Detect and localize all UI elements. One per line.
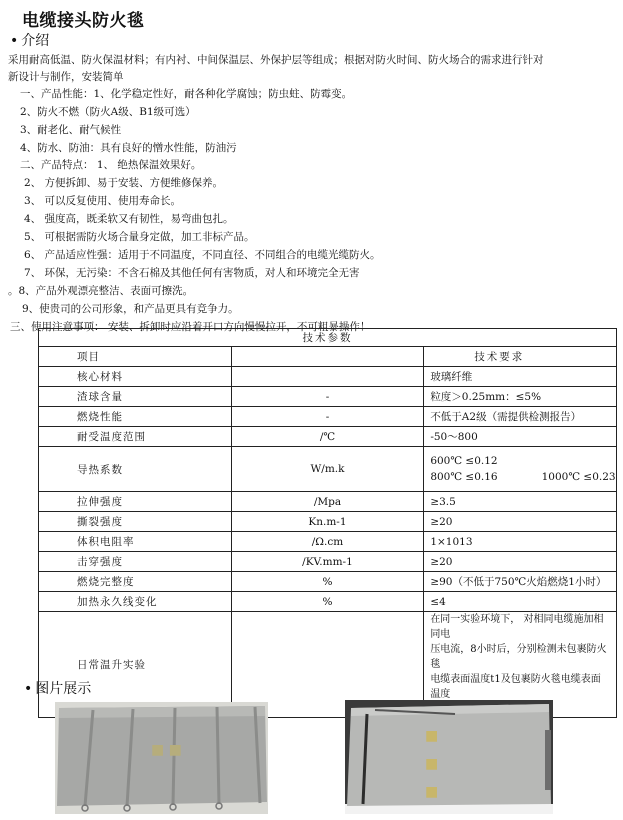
cell-item: 导热系数: [39, 447, 232, 492]
table-caption: 技术参数: [39, 329, 617, 347]
cell-requirement: ≥90（不低于750℃火焰燃烧1小时）: [424, 572, 617, 592]
cell-item: 耐受温度范围: [39, 427, 232, 447]
spec-table: [38, 328, 617, 718]
table-row: [39, 427, 617, 447]
gallery-heading-label: 图片展示: [35, 681, 92, 697]
test-line: 压电流，8小时后，分别检测未包裹防火毯: [430, 644, 607, 670]
conductivity-800: 800℃ ≤0.16: [430, 471, 498, 483]
cell-unit: /Ω.cm: [231, 532, 424, 552]
cell-item: 击穿强度: [39, 552, 232, 572]
cell-item: 日常温升实验: [39, 612, 232, 718]
intro-line: 新设计与制作，安装简单: [8, 71, 124, 83]
table-row: [39, 367, 617, 387]
conductivity-line-2: [430, 469, 616, 485]
table-row: [39, 512, 617, 532]
cell-item: 撕裂强度: [39, 512, 232, 532]
list-item: 6、 产品适应性强：适用于不同温度，不同直径、不同组合的电缆光缆防火。: [24, 249, 381, 261]
table-caption-row: [39, 329, 617, 347]
cell-item: 体积电阻率: [39, 532, 232, 552]
col-header-requirement: 技术要求: [424, 347, 617, 367]
cell-unit: /KV.mm-1: [231, 552, 424, 572]
conductivity-600: 600℃ ≤0.12: [430, 455, 498, 467]
cell-unit: -: [231, 387, 424, 407]
list-item: 一、产品性能：1、化学稳定性好，耐各种化学腐蚀；防虫蛀、防霉变。: [20, 88, 353, 100]
cell-requirement: -50～800: [424, 427, 617, 447]
bullet-icon: •: [10, 33, 19, 49]
cell-item: 燃烧性能: [39, 407, 232, 427]
cell-unit: Kn.m-1: [231, 512, 424, 532]
intro-paragraph: [8, 52, 616, 86]
list-item: 三、使用注意事项： 安装、拆卸时应沿着开口方向慢慢拉开，不可粗暴操作！: [10, 321, 371, 333]
blanket-flat-illustration: [55, 702, 268, 814]
cell-unit: /℃: [231, 427, 424, 447]
blanket-folded-illustration: [345, 700, 553, 814]
cell-requirement: 粒度＞0.25mm：≤5%: [424, 387, 617, 407]
cell-requirement: ≤4: [424, 592, 617, 612]
table-row: [39, 492, 617, 512]
list-item: 7、 环保，无污染：不含石棉及其他任何有害物质，对人和环境完全无害: [24, 267, 360, 279]
list-item: 4、 强度高，既柔软又有韧性，易弯曲包扎。: [24, 213, 234, 225]
svg-text:■: ■: [425, 728, 439, 744]
table-header-row: [39, 347, 617, 367]
col-header-unit: [231, 347, 424, 367]
table-row: [39, 447, 617, 492]
cell-unit: W/m.k: [231, 447, 424, 492]
intro-heading: [10, 30, 49, 50]
test-line: 在同一实验环境下， 对相同电缆施加相同电: [430, 614, 604, 640]
cell-unit: /Mpa: [231, 492, 424, 512]
cell-item: 加热永久线变化: [39, 592, 232, 612]
cell-requirement: ≥3.5: [424, 492, 617, 512]
cell-unit: -: [231, 407, 424, 427]
list-item: 2、防火不燃（防火A级、B1级可选）: [20, 106, 196, 118]
list-item: 二、产品特点： 1、 绝热保温效果好。: [20, 159, 202, 171]
cell-item: 渣球含量: [39, 387, 232, 407]
list-item: 3、耐老化、耐气候性: [20, 124, 122, 136]
intro-heading-label: 介绍: [21, 33, 50, 49]
table-row: [39, 552, 617, 572]
cell-requirement: ≥20: [424, 512, 617, 532]
cell-unit: %: [231, 592, 424, 612]
table-row: [39, 592, 617, 612]
list-item: 2、 方便拆卸、易于安装、方便维修保养。: [24, 177, 224, 189]
list-item: 9、使贵司的公司形象，和产品更具有竞争力。: [22, 303, 239, 315]
table-row: [39, 532, 617, 552]
test-line: 电缆表面温度t1及包裹防火毯电缆表面温度: [430, 674, 601, 700]
intro-line: 采用耐高低温、防火保温材料；有内衬、中间保温层、外保护层等组成；根据对防火时间、防火场合的需求进行针对: [8, 54, 544, 66]
table-row: [39, 572, 617, 592]
list-item: 5、 可根据需防火场合量身定做，加工非标产品。: [24, 231, 255, 243]
cell-requirement: 玻璃纤维: [424, 367, 617, 387]
svg-text:■: ■: [425, 756, 439, 772]
cell-item: 拉伸强度: [39, 492, 232, 512]
cell-item: 燃烧完整度: [39, 572, 232, 592]
cell-requirement: 不低于A2级（需提供检测报告）: [424, 407, 617, 427]
product-photo-blanket-flat: [55, 702, 268, 814]
svg-text:■: ■: [425, 784, 439, 800]
table-row: [39, 407, 617, 427]
conductivity-1000: 1000℃ ≤0.23: [541, 471, 616, 483]
col-header-item: 项目: [39, 347, 232, 367]
cell-unit: [231, 367, 424, 387]
cell-unit: %: [231, 572, 424, 592]
bullet-icon: •: [24, 681, 33, 697]
cell-item: 核心材料: [39, 367, 232, 387]
gallery-heading: [24, 678, 91, 698]
table-row: [39, 387, 617, 407]
list-item: 。8、产品外观漂亮整洁、表面可擦洗。: [8, 285, 194, 297]
product-photo-blanket-folded: [345, 700, 553, 814]
page-title: 电缆接头防火毯: [22, 11, 145, 31]
cell-requirement: 1×1013: [424, 532, 617, 552]
cell-requirement: [424, 447, 617, 492]
list-item: 4、防水、防油：具有良好的憎水性能，防油污: [20, 142, 237, 154]
cell-requirement: ≥20: [424, 552, 617, 572]
list-item: 3、 可以反复使用、使用寿命长。: [24, 195, 182, 207]
svg-text:■ ■: ■ ■: [151, 742, 182, 758]
